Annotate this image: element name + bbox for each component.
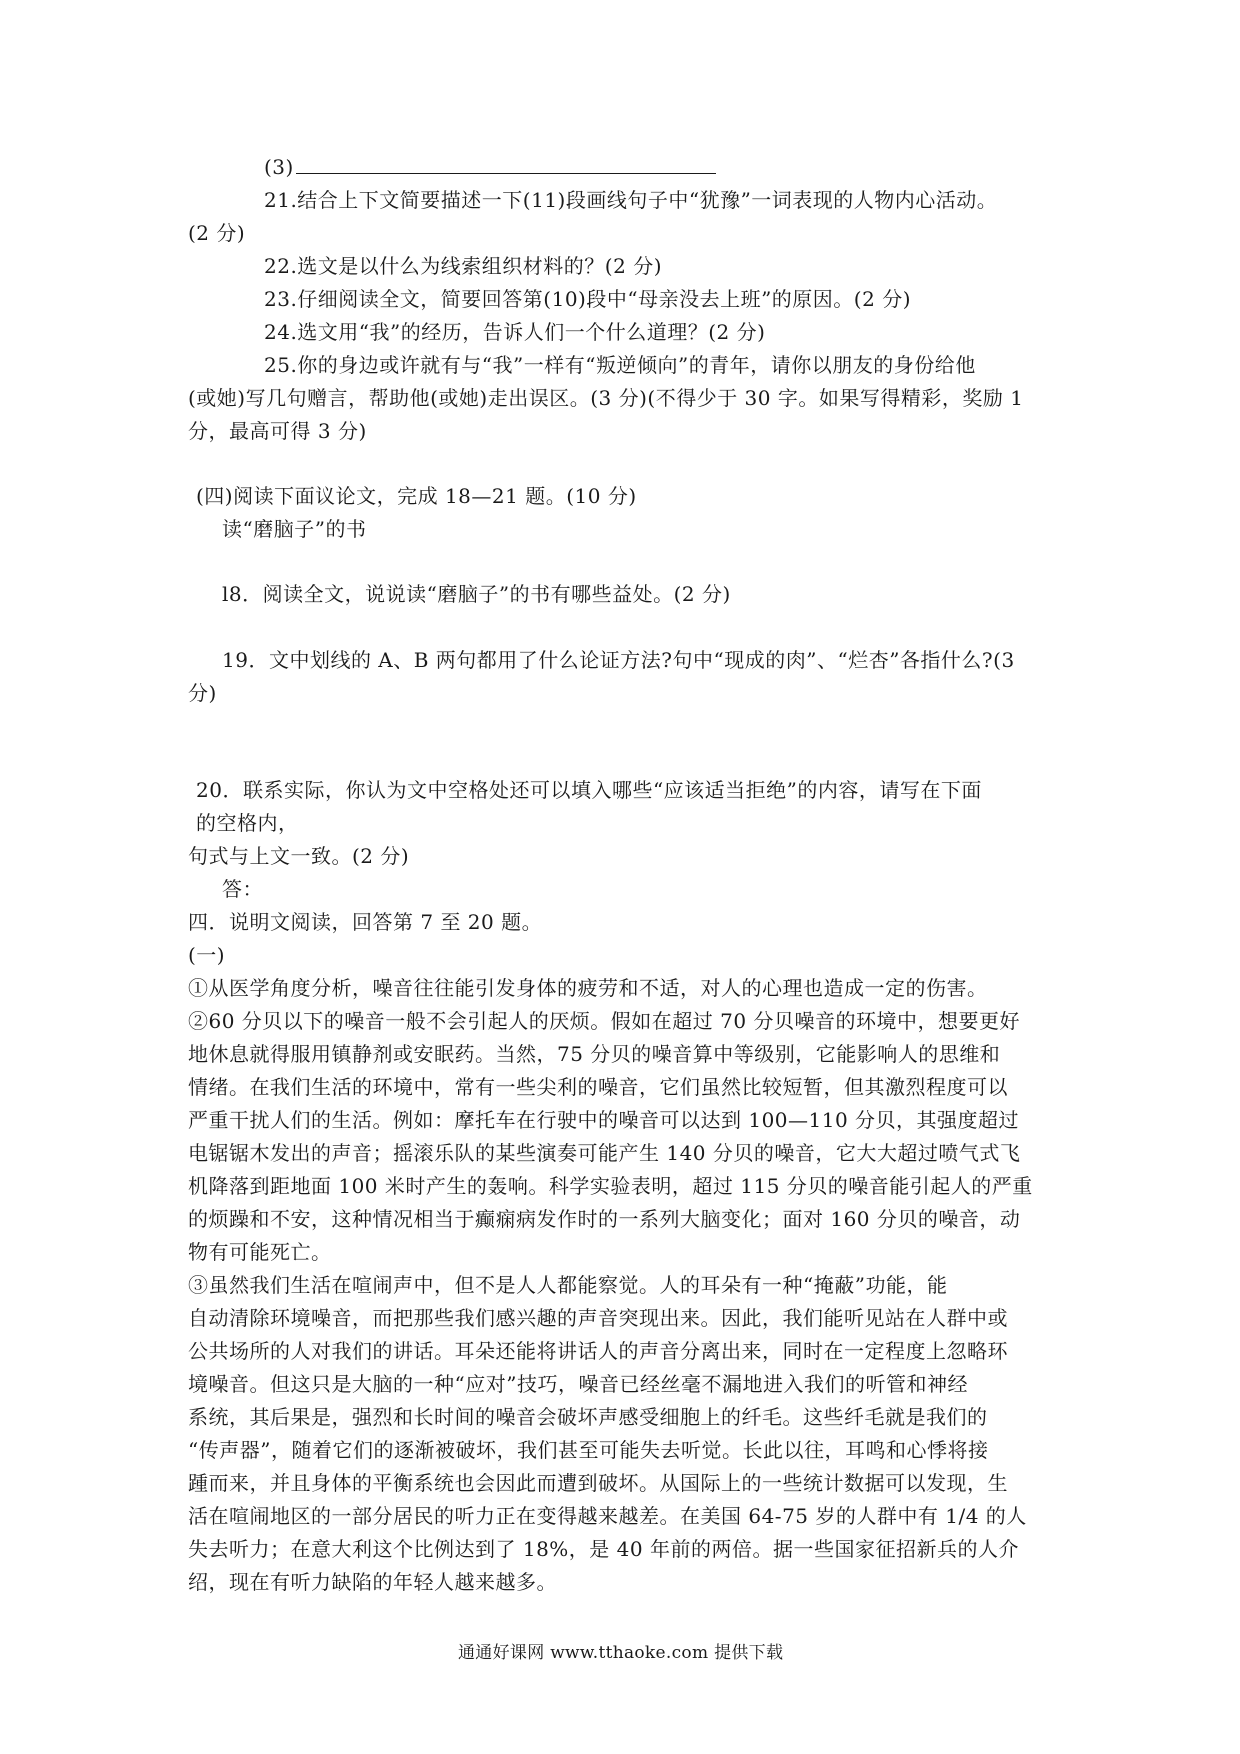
q20-part3-label: (3) bbox=[264, 155, 294, 179]
paragraph-2-line2: 地休息就得服用镇静剂或安眠药。当然，75 分贝的噪音算中等级别，它能影响人的思维和 bbox=[188, 1042, 1001, 1066]
paragraph-2-line7: 的烦躁和不安，这种情况相当于癫痫病发作时的一系列大脑变化；面对 160 分贝的噪音，动 bbox=[188, 1207, 1021, 1231]
paragraph-2-line3: 情绪。在我们生活的环境中，常有一些尖利的噪音，它们虽然比较短暂，但其激烈程度可以 bbox=[188, 1075, 1008, 1099]
answer-label: 答： bbox=[222, 877, 263, 901]
question-18: l8．阅读全文，说说读“磨脑子”的书有哪些益处。(2 分) bbox=[222, 582, 731, 606]
paragraph-3-line2: 自动清除环境噪音，而把那些我们感兴趣的声音突现出来。因此，我们能听见站在人群中或 bbox=[188, 1306, 1008, 1330]
part-4-heading: 四．说明文阅读，回答第 7 至 20 题。 bbox=[188, 910, 543, 934]
paragraph-3-line8: 活在喧闹地区的一部分居民的听力正在变得越来越差。在美国 64-75 岁的人群中有 1/4 的人 bbox=[188, 1504, 1027, 1528]
question-25-line3: 分，最高可得 3 分) bbox=[188, 419, 367, 443]
question-25-line2: (或她)写几句赠言，帮助他(或她)走出误区。(3 分)(不得少于 30 字。如果写得精彩，奖励 1 bbox=[188, 386, 1024, 410]
question-21-line2: (2 分) bbox=[188, 221, 246, 245]
question-24: 24.选文用“我”的经历，告诉人们一个什么道理？(2 分) bbox=[264, 320, 766, 344]
q20-part3-line bbox=[264, 153, 716, 179]
paragraph-3-line1: ③虽然我们生活在喧闹声中，但不是人人都能察觉。人的耳朵有一种“掩蔽”功能，能 bbox=[188, 1273, 948, 1297]
paragraph-3-line4: 境噪音。但这只是大脑的一种“应对”技巧，噪音已经丝毫不漏地进入我们的听管和神经 bbox=[188, 1372, 968, 1396]
question-20-line1: 20．联系实际，你认为文中空格处还可以填入哪些“应该适当拒绝”的内容，请写在下面 bbox=[196, 778, 982, 802]
paragraph-3-line6: “传声器”，随着它们的逐渐被破坏，我们甚至可能失去听觉。长此以往，耳鸣和心悸将接 bbox=[188, 1438, 989, 1462]
paragraph-2-line4: 严重干扰人们的生活。例如：摩托车在行驶中的噪音可以达到 100—110 分贝，其强度超过 bbox=[188, 1108, 1020, 1132]
question-21-line1: 21.结合上下文简要描述一下(11)段画线句子中“犹豫”一词表现的人物内心活动。 bbox=[264, 188, 998, 212]
section-4-heading: (四)阅读下面议论文，完成 18—21 题。(10 分) bbox=[196, 484, 637, 508]
question-19-line1: 19．文中划线的 A、B 两句都用了什么论证方法?句中“现成的肉”、“烂杏”各指什么?(3 bbox=[222, 648, 1015, 672]
answer-blank-line bbox=[296, 153, 716, 174]
paragraph-2-line1: ②60 分贝以下的噪音一般不会引起人的厌烦。假如在超过 70 分贝噪音的环境中，想要更好 bbox=[188, 1009, 1020, 1033]
paragraph-2-line5: 电锯锯木发出的声音；摇滚乐队的某些演奏可能产生 140 分贝的噪音，它大大超过喷气式飞 bbox=[188, 1141, 1021, 1165]
paragraph-3-line3: 公共场所的人对我们的讲话。耳朵还能将讲话人的声音分离出来，同时在一定程度上忽略环 bbox=[188, 1339, 1008, 1363]
paragraph-2-line6: 机降落到距地面 100 米时产生的轰响。科学实验表明，超过 115 分贝的噪音能引起人的严重 bbox=[188, 1174, 1033, 1198]
question-22: 22.选文是以什么为线索组织材料的？(2 分) bbox=[264, 254, 662, 278]
paragraph-2-line8: 物有可能死亡。 bbox=[188, 1240, 332, 1264]
question-19-line2: 分) bbox=[188, 681, 217, 705]
paragraph-3-line9: 失去听力；在意大利这个比例达到了 18%，是 40 年前的两倍。据一些国家征招新兵的人介 bbox=[188, 1537, 1019, 1561]
question-20-line2: 的空格内， bbox=[196, 811, 299, 835]
paragraph-3-line10: 绍，现在有听力缺陷的年轻人越来越多。 bbox=[188, 1570, 557, 1594]
page-footer: 通通好课网 www.tthaoke.com 提供下载 bbox=[458, 1643, 784, 1663]
paragraph-3-line7: 踵而来，并且身体的平衡系统也会因此而遭到破坏。从国际上的一些统计数据可以发现，生 bbox=[188, 1471, 1008, 1495]
question-23: 23.仔细阅读全文，简要回答第(10)段中“母亲没去上班”的原因。(2 分) bbox=[264, 287, 911, 311]
question-20-line3: 句式与上文一致。(2 分) bbox=[188, 844, 410, 868]
question-25-line1: 25.你的身边或许就有与“我”一样有“叛逆倾向”的青年，请你以朋友的身份给他 bbox=[264, 353, 976, 377]
subsection-1-label: (一) bbox=[188, 943, 226, 967]
paragraph-1: ①从医学角度分析，噪音往往能引发身体的疲劳和不适，对人的心理也造成一定的伤害。 bbox=[188, 976, 988, 1000]
paragraph-3-line5: 系统，其后果是，强烈和长时间的噪音会破坏声感受细胞上的纤毛。这些纤毛就是我们的 bbox=[188, 1405, 988, 1429]
essay-title: 读“磨脑子”的书 bbox=[222, 517, 367, 541]
